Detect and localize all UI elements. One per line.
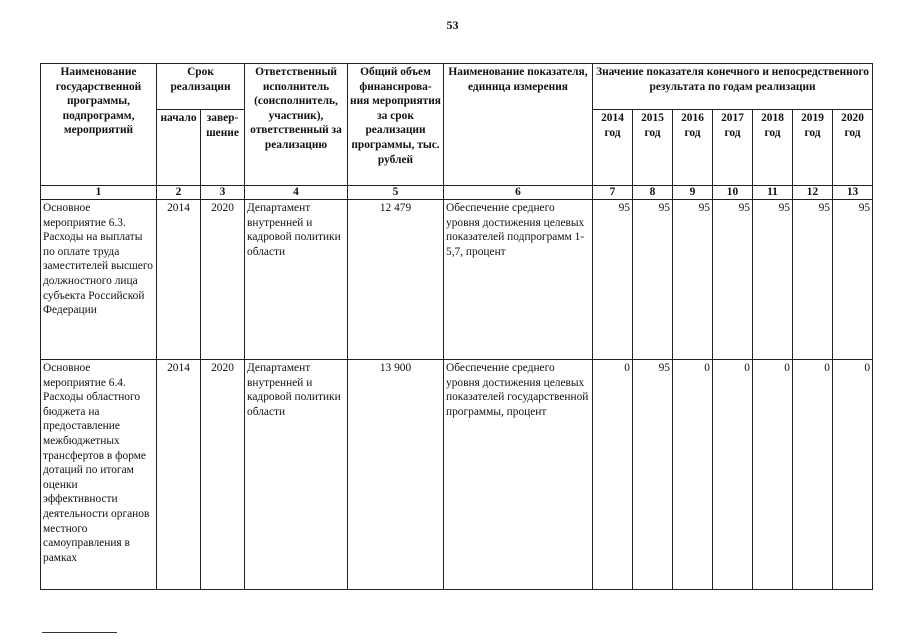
header-year: 2015 год (633, 110, 673, 186)
year-value: 95 (713, 200, 753, 360)
column-number-row (41, 186, 873, 200)
year-value: 95 (633, 200, 673, 360)
year-value: 0 (593, 360, 633, 590)
column-number: 10 (713, 186, 753, 200)
program-table (40, 63, 873, 590)
table-row (41, 360, 873, 590)
funding-amount: 13 900 (348, 360, 444, 590)
responsible: Департамент внутренней и кадровой политики области (245, 200, 348, 360)
header-name: Наименование государственной программы, подпрограмм, мероприятий (41, 64, 157, 186)
year-value: 0 (713, 360, 753, 590)
header-year: 2014 год (593, 110, 633, 186)
header-year: 2016 год (673, 110, 713, 186)
header-values-group: Значение показателя конечного и непосредственного результата по годам реализации (593, 64, 873, 110)
header-funding: Общий объем финансирова-ния мероприятия за срок реализации программы, тыс. рублей (348, 64, 444, 186)
term-start: 2014 (157, 360, 201, 590)
term-end: 2020 (201, 200, 245, 360)
year-value: 95 (833, 200, 873, 360)
year-value: 0 (833, 360, 873, 590)
column-number: 9 (673, 186, 713, 200)
header-responsible: Ответственный исполнитель (соисполнитель, участник), ответственный за реализацию (245, 64, 348, 186)
measure-name: Основное мероприятие 6.4. Расходы областного бюджета на предоставление межбюджетных трансфертов в форме дотаций по итогам оценки эффективности деятельности органов местного самоуправления в рамках (41, 360, 157, 590)
indicator-name: Обеспечение среднего уровня достижения целевых показателей государственной программы, процент (444, 360, 593, 590)
column-number: 4 (245, 186, 348, 200)
header-term-end: завер-шение (201, 110, 245, 186)
column-number: 7 (593, 186, 633, 200)
header-term-start: начало (157, 110, 201, 186)
column-number: 3 (201, 186, 245, 200)
header-year: 2017 год (713, 110, 753, 186)
year-value: 95 (593, 200, 633, 360)
column-number: 8 (633, 186, 673, 200)
table-row (41, 200, 873, 360)
column-number: 1 (41, 186, 157, 200)
column-number: 6 (444, 186, 593, 200)
year-value: 0 (753, 360, 793, 590)
program-table-wrapper (40, 63, 872, 590)
term-end: 2020 (201, 360, 245, 590)
column-number: 2 (157, 186, 201, 200)
responsible: Департамент внутренней и кадровой политики области (245, 360, 348, 590)
year-value: 0 (793, 360, 833, 590)
year-value: 95 (793, 200, 833, 360)
indicator-name: Обеспечение среднего уровня достижения целевых показателей подпрограмм 1-5,7, процент (444, 200, 593, 360)
column-number: 11 (753, 186, 793, 200)
column-number: 13 (833, 186, 873, 200)
header-year: 2020 год (833, 110, 873, 186)
column-number: 5 (348, 186, 444, 200)
measure-name: Основное мероприятие 6.3. Расходы на выплаты по оплате труда заместителей высшего должностного лица субъекта Российской Федерации (41, 200, 157, 360)
header-indicator: Наименование показателя, единица измерения (444, 64, 593, 186)
funding-amount: 12 479 (348, 200, 444, 360)
header-year: 2019 год (793, 110, 833, 186)
year-value: 95 (753, 200, 793, 360)
page-number: 53 (446, 18, 459, 32)
header-year: 2018 год (753, 110, 793, 186)
year-value: 95 (633, 360, 673, 590)
year-value: 95 (673, 200, 713, 360)
header-term: Срок реализации (157, 64, 245, 110)
column-number: 12 (793, 186, 833, 200)
term-start: 2014 (157, 200, 201, 360)
page-bottom-rule (42, 632, 117, 633)
year-value: 0 (673, 360, 713, 590)
